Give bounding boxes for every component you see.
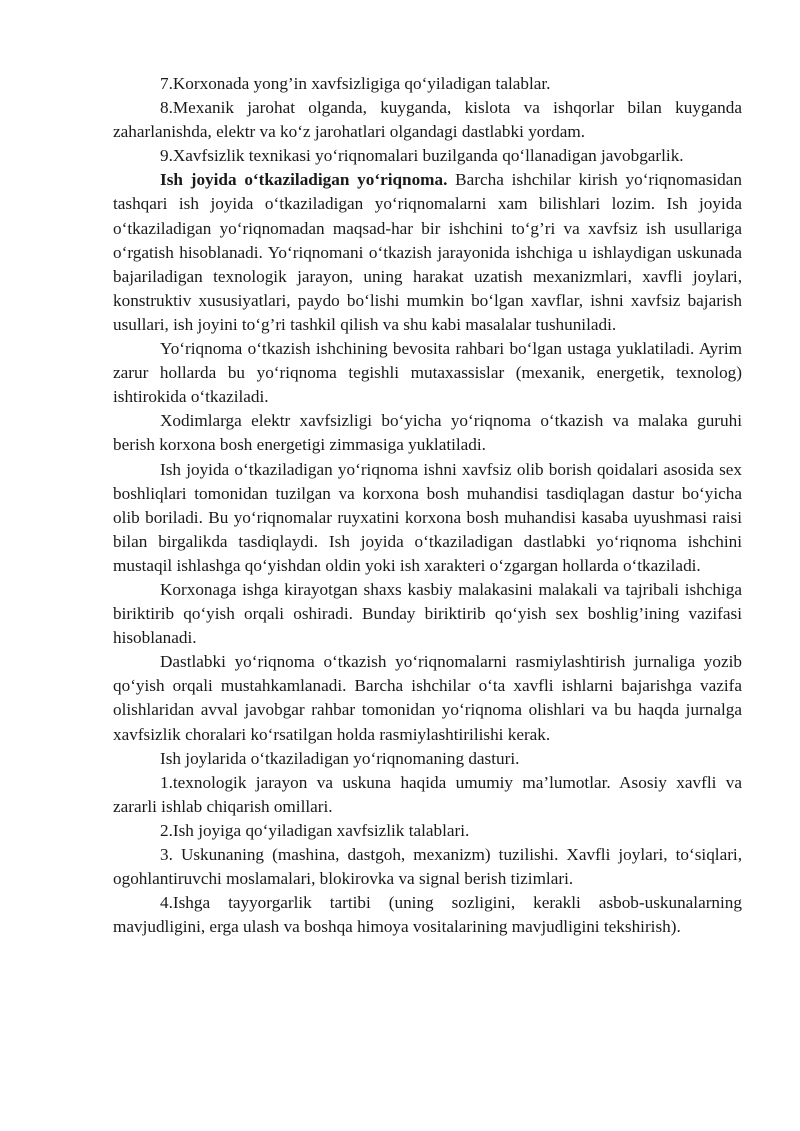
document-page	[113, 72, 742, 939]
paragraph-text: Dastlabki yo‘riqnoma o‘tkazish yo‘riqnomalarni rasmiylashtirish jurnaliga yozib qo‘yish orqali mustahkamlanadi. Barcha ishchilar o‘ta xavfli ishlarni bajarishga vazifa olishlaridan avval javobgar rahbar tomonidan yo‘riqnoma olishlari va bu haqda jurnalga xavfsizlik choralari ko‘rsatilgan holda rasmiylashtirilishi kerak.	[113, 652, 742, 744]
paragraph-program	[113, 458, 742, 578]
paragraph-workplace-instruction	[113, 168, 742, 337]
paragraph-text: 7.Korxonada yong’in xavfsizligiga qo‘yiladigan talablar.	[160, 74, 551, 93]
paragraph-item-4	[113, 891, 742, 939]
paragraph-mentoring	[113, 578, 742, 650]
paragraph-text: 1.texnologik jarayon va uskuna haqida umumiy ma’lumotlar. Asosiy xavfli va zararli ishlab chiqarish omillari.	[113, 772, 742, 816]
paragraph-text: Ish joyida o‘tkaziladigan yo‘riqnoma ishni xavfsiz olib borish qoidalari asosida sex boshliqlari tomonidan tuzilgan va korxona bosh muhandisi tasdiqlagan dastur bo‘yicha olib boriladi. Bu yo‘riqnomalar ruyxatini korxona bosh muhandisi kasaba uyushmasi raisi bilan birgalikda tasdiqlaydi. Ish joyida o‘tkaziladigan dastlabki yo‘riqnoma ishchini mustaqil ishlashga qo‘yishdan oldin yoki ish xarakteri o‘zgargan hollarda o‘tkaziladi.	[113, 459, 742, 575]
paragraph-liability	[113, 144, 742, 168]
paragraph-text: 3. Uskunaning (mashina, dastgoh, mexanizm) tuzilishi. Xavfli joylari, to‘siqlari, ogohlantiruvchi moslamalari, blokirovka va signal berish tizimlari.	[113, 845, 742, 889]
paragraph-item-3	[113, 843, 742, 891]
paragraph-text: Xodimlarga elektr xavfsizligi bo‘yicha yo‘riqnoma o‘tkazish va malaka guruhi berish korxona bosh energetigi zimmasiga yuklatiladi.	[113, 411, 742, 455]
paragraph-text: Yo‘riqnoma o‘tkazish ishchining bevosita rahbari bo‘lgan ustaga yuklatiladi. Ayrim zarur hollarda bu yo‘riqnoma tegishli mutaxassislar (mexanik, energetik, texnolog) ishtirokida o‘tkaziladi.	[113, 339, 742, 407]
paragraph-text: Korxonaga ishga kirayotgan shaxs kasbiy malakasini malakali va tajribali ishchiga biriktirib qo‘yish orqali oshiradi. Bunday biriktirib qo‘yish sex boshlig’ining vazifasi hisoblanadi.	[113, 579, 742, 648]
paragraph-first-aid	[113, 96, 742, 144]
paragraph-electrical-safety	[113, 409, 742, 457]
paragraph-text: Barcha ishchilar kirish yo‘riqnomasidan tashqari ish joyida o‘tkaziladigan yo‘riqnomalarni xam bilishlari lozim. Ish joyida o‘tkaziladigan yo‘riqnomadan maqsad-har bir ishchini to‘g’ri va xavfsiz ish usullariga o‘rgatish hisoblanadi. Yo‘riqnomani o‘tkazish jarayonida ishchiga u ishlaydigan uskunada bajariladigan texnologik jarayon, uning harakat uzatish mexanizmlari, xavfli joylari, konstruktiv xususiyatlari, paydo bo‘lishi mumkin bo‘lgan xavflar, ishni xavfsiz bajarish usullari, ish joyini to‘g’ri tashkil qilish va shu kabi masalalar tushuniladi.	[113, 170, 742, 334]
paragraph-text: 8.Mexanik jarohat olganda, kuyganda, kislota va ishqorlar bilan kuyganda zaharlanishda, elektr va ko‘z jarohatlari olgandagi dastlabki yordam.	[113, 98, 742, 142]
paragraph-program-title	[113, 747, 742, 771]
paragraph-text: 4.Ishga tayyorgarlik tartibi (uning sozligini, kerakli asbob-uskunalarning mavjudligini, erga ulash va boshqa himoya vositalarining mavjudligini tekshirish).	[113, 893, 742, 937]
paragraph-journal	[113, 650, 742, 746]
paragraph-text: 9.Xavfsizlik texnikasi yo‘riqnomalari buzilganda qo‘llanadigan javobgarlik.	[160, 146, 684, 166]
paragraph-text: 2.Ish joyiga qo‘yiladigan xavfsizlik talablari.	[160, 820, 470, 840]
paragraph-foreman-duty	[113, 337, 742, 409]
paragraph-fire-safety	[113, 72, 742, 96]
paragraph-item-2	[113, 819, 742, 843]
paragraph-item-1	[113, 771, 742, 819]
section-heading: Ish joyida o‘tkaziladigan yo‘riqnoma.	[160, 170, 448, 190]
paragraph-text: Ish joylarida o‘tkaziladigan yo‘riqnomaning dasturi.	[160, 748, 520, 768]
